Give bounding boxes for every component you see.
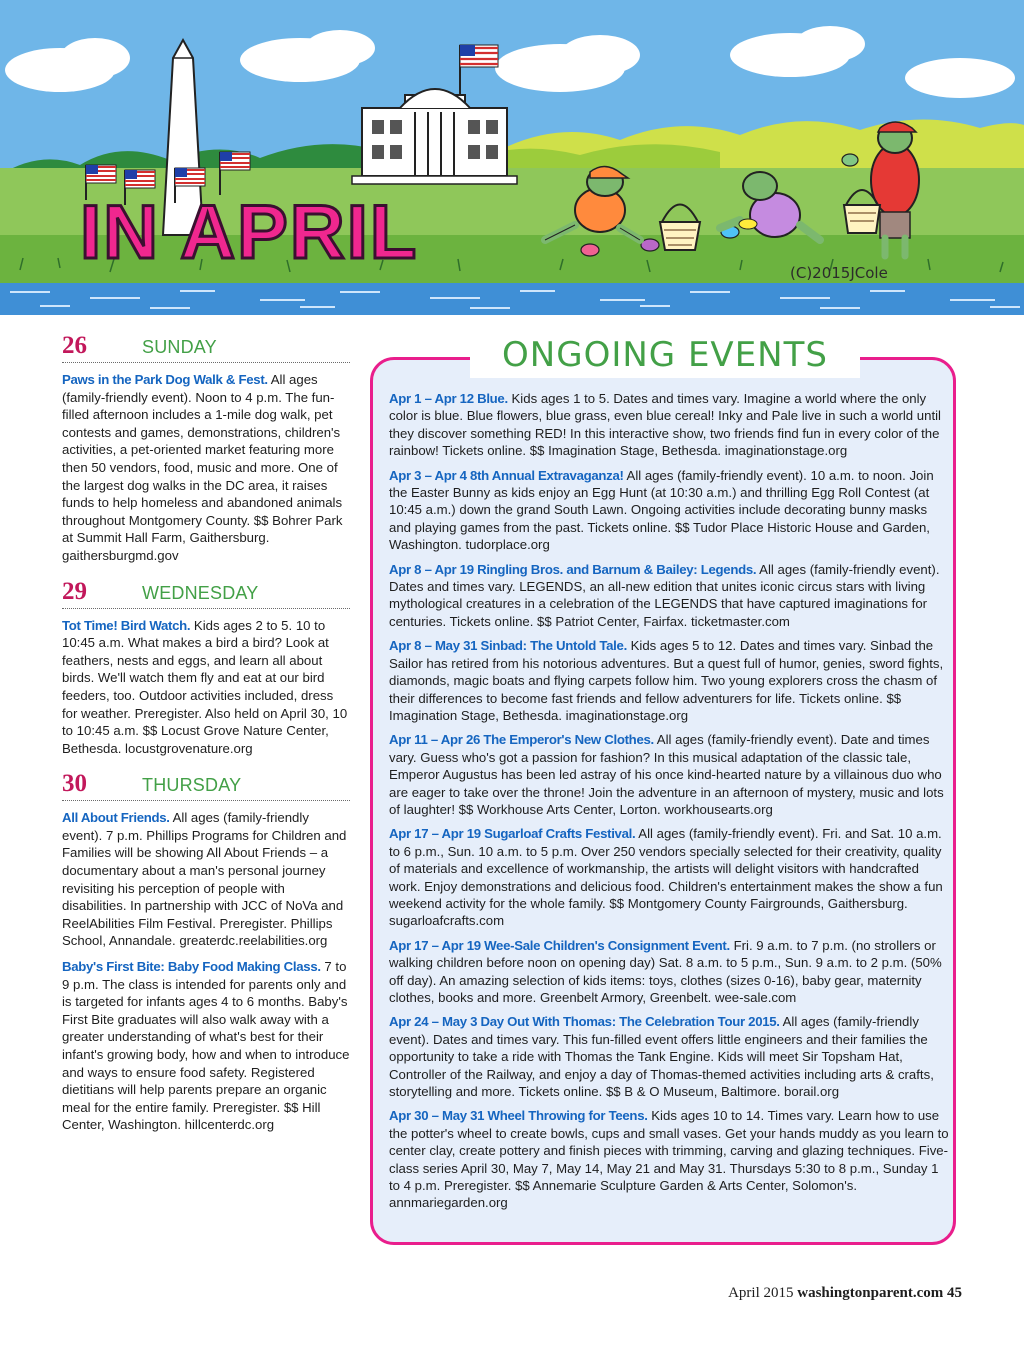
event-title: Apr 24 – May 3 Day Out With Thomas: The Celebration Tour 2015.: [389, 1014, 780, 1030]
ongoing-event-item: [389, 937, 949, 1007]
event-title: Apr 8 – Apr 19 Ringling Bros. and Barnum & Bailey: Legends.: [389, 561, 757, 577]
day-block-30: [62, 771, 350, 1134]
event-description: Kids ages 2 to 5. 10 to 10:45 a.m. What makes a bird a bird? Look at feathers, nests and eggs, and learn all about birds. We'll watch them fly and eat at our bird feeders, too. Outdoor activities included, dress for weather. Preregister. Also held on April 30, 10 to 10:45 a.m. $$ Locust Grove Nature Center, Bethesda. locustgrovenature.org: [62, 617, 348, 756]
ongoing-event-item: [389, 731, 949, 818]
footer-month: April 2015: [728, 1285, 798, 1301]
event-item: [62, 958, 350, 1134]
banner-illustration: [0, 0, 1024, 315]
event-title: All About Friends.: [62, 810, 170, 826]
ongoing-events-list: [389, 390, 949, 1219]
ongoing-event-item: [389, 825, 949, 929]
event-title: Paws in the Park Dog Walk & Fest.: [62, 372, 268, 387]
event-description: All ages (family-friendly event). Noon to 4 p.m. The fun-filled afternoon includes a 1-mile dog walk, pet contests and games, demonstrations, children's activities, a pet-oriented market featuring more then 50 vendors, food, music and more. One of the largest dog walks in the DC area, it raises funds to help homeless and abandoned animals throughout Montgomery County. $$ Bohrer Park at Summit Hall Farm, Gaithersburg. gaithersburgmd.gov: [62, 372, 343, 563]
day-name: SUNDAY: [142, 337, 217, 357]
event-item: [62, 371, 350, 565]
event-title: Apr 11 – Apr 26 The Emperor's New Clothes.: [389, 732, 654, 748]
event-title: Apr 17 – Apr 19 Wee-Sale Children's Consignment Event.: [389, 937, 730, 953]
footer-site: washingtonparent.com: [797, 1285, 944, 1301]
event-title: Apr 1 – Apr 12 Blue.: [389, 391, 508, 406]
ongoing-event-item: [389, 637, 949, 724]
event-description: All ages (family-friendly event). 10 a.m. to noon. Join the Easter Bunny as kids enjoy an Egg Hunt (at 10:30 a.m.) and thrilling Egg Roll Contest (at 10:45 a.m.) down the grand South Lawn. Ongoing activities include decorating bunny masks and playing games from the past. Tickets online. $$ Tudor Place Historic House and Garden, Washington. tudorplace.org: [389, 467, 934, 553]
day-header: [62, 771, 350, 801]
event-description: Kids ages 1 to 5. Dates and times vary. Imagine a world where the only color is blue. Blue flowers, blue grass, even blue cereal! Inky and Pale live in such a world until they discover something RED! In this interactive show, two friends find fun in every color of the rainbow! Tickets online. $$ Imagination Stage, Bethesda. imaginationstage.org: [389, 391, 941, 459]
ongoing-event-item: [389, 467, 949, 554]
day-block-29: [62, 579, 350, 758]
day-number: 29: [62, 577, 87, 605]
day-block-26: [62, 333, 350, 565]
event-title: Apr 3 – Apr 4 8th Annual Extravaganza!: [389, 467, 624, 483]
ongoing-event-item: [389, 390, 949, 460]
event-description: Kids ages 5 to 12. Dates and times vary. Sinbad the Sailor has retired from his notorious adventures. But a quest full of humor, genies, sword fights, diamonds, magic boats and flying carpets follow him. Two young explorers cross the chasm of their differences to become fast friends and fellow adventurers for life. Tickets online. $$ Imagination Stage, Bethesda. imaginationstage.org: [389, 638, 944, 723]
event-description: All ages (family-friendly event). 7 p.m. Phillips Programs for Children and Families will be showing All About Friends – a documentary about a man's personal journey revisiting his perception of people with disabilities. In partnership with JCC of NoVa and ReelAbilities Film Festival. Preregister. Phillips School, Annandale. greaterdc.reelabilities.org: [62, 810, 347, 949]
footer-page-number: 45: [943, 1285, 962, 1301]
event-description: All ages (family-friendly event). Date and times vary. Guess who's got a passion for fashion? In this musical adaptation of the classic tale, Emperor Augustus has been led astray of his once kind-hearted nature by a villainous duo who are eager to take over the throne! Join the adventure in an afternoon of mystery, music and lots of laughter! $$ Workhouse Arts Center, Lorton. workhousearts.org: [389, 732, 944, 817]
event-title: Tot Time! Bird Watch.: [62, 617, 191, 633]
day-header: [62, 579, 350, 609]
page-footer: [728, 1285, 962, 1302]
event-item: [62, 809, 350, 950]
day-header: [62, 333, 350, 363]
event-description: 7 to 9 p.m. The class is intended for parents only and is targeted for infants ages 4 to 6 months. Baby's First Bite graduates will also walk away with a greater understanding of what's best for their infant's growing body, how and when to introduce and ways to ensure food safety. Registered dietitians will help parents prepare an organic meal for the entire family. Preregister. $$ Hill Center, Washington. hillcenterdc.org: [62, 959, 350, 1133]
event-description: Fri. 9 a.m. to 7 p.m. (no strollers or walking children before noon on opening day) Sat. 8 a.m. to 5 p.m., Sun. 9 a.m. to 2 p.m. (50% off day). An amazing selection of kids items: toys, clothes (sizes 0-16), baby gear, maternity clothes, books and more. Greenbelt Armory, Greenbelt. wee-sale.com: [389, 937, 942, 1005]
day-name: THURSDAY: [142, 775, 242, 796]
ongoing-event-item: [389, 1013, 949, 1100]
event-description: All ages (family-friendly event). Dates and times vary. LEGENDS, an all-new edition that unites iconic circus stars with living mythological creatures in a celebration of the LEGENDS that have captured imaginations for centuries. Tickets online. $$ Patriot Center, Fairfax. ticketmaster.com: [389, 561, 940, 629]
banner-headline: IN APRIL: [80, 190, 419, 275]
ongoing-event-item: [389, 561, 949, 631]
event-description: All ages (family-friendly event). Fri. and Sat. 10 a.m. to 6 p.m., Sun. 10 a.m. to 5 p.m. Over 250 vendors specially selected for their creativity, quality of materials and excellence of workmanship, the artists will delight visitors with handcrafted work. Enjoy demonstrations and delicious food. Children's entertainment makes the show a fun weekend activity for the whole family. $$ Montgomery County Fairgrounds, Gaithersburg. sugarloafcrafts.com: [389, 826, 943, 929]
event-title: Baby's First Bite: Baby Food Making Class.: [62, 959, 321, 975]
daily-events-column: [62, 333, 350, 1148]
day-number: 30: [62, 770, 87, 798]
event-title: Apr 8 – May 31 Sinbad: The Untold Tale.: [389, 638, 627, 654]
event-description: Kids ages 10 to 14. Times vary. Learn how to use the potter's wheel to create bowls, cups and small vases. Get your hands muddy as you learn to center clay, create pottery and finish pieces with trimming, carving and glazing techniques. Five-class series April 30, May 7, May 14, May 21 and May 31. Thursdays 5:30 to 8 p.m., Sunday 1 to 4 p.m. Preregister. $$ Annemarie Sculpture Garden & Arts Center, Solomon's. annmariegarden.org: [389, 1108, 949, 1211]
day-number: 26: [62, 332, 87, 359]
event-description: All ages (family-friendly event). Dates and times vary. This fun-filled event offers little engineers and their families the opportunity to take a ride with Thomas the Tank Engine. Kids will meet Sir Topsham Hat, Controller of the Railway, and enjoy a day of Thomas-themed activities including arts & crafts, storytelling and more. Tickets online. $$ B & O Museum, Baltimore. borail.org: [389, 1014, 934, 1100]
ongoing-event-item: [389, 1107, 949, 1211]
ongoing-heading-text: ONGOING EVENTS: [502, 335, 828, 375]
day-name: WEDNESDAY: [142, 582, 259, 603]
banner-copyright: (C)2015JCole: [790, 264, 888, 282]
event-item: [62, 617, 350, 758]
event-title: Apr 17 – Apr 19 Sugarloaf Crafts Festival.: [389, 826, 636, 842]
ongoing-events-heading: [470, 332, 860, 378]
event-title: Apr 30 – May 31 Wheel Throwing for Teens.: [389, 1108, 648, 1124]
